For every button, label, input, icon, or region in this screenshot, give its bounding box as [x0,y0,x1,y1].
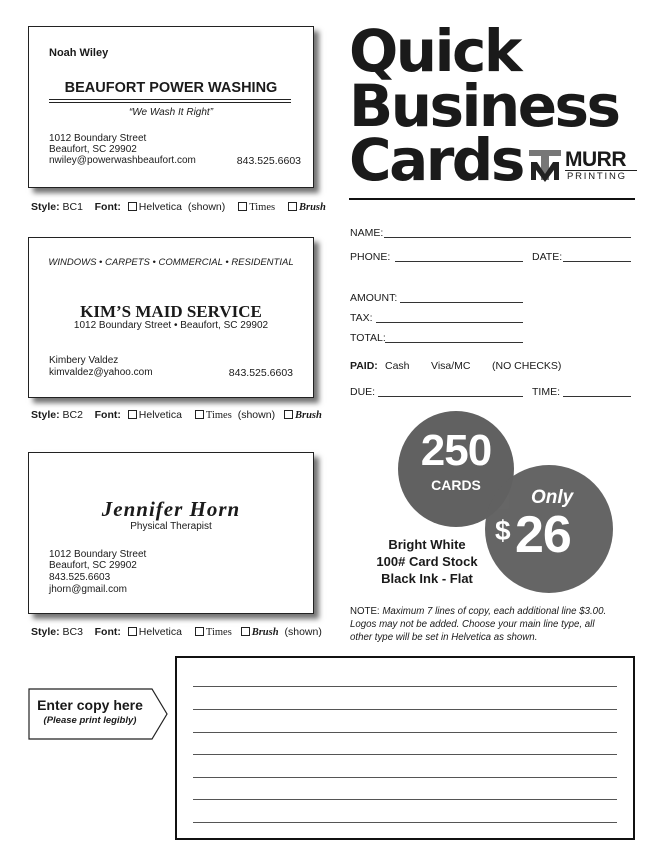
shown-note: (shown) [284,626,322,638]
style-code: BC2 [62,409,83,421]
note-label: NOTE: [350,606,380,617]
murr-logo [527,148,637,184]
header-rule [349,198,635,200]
no-checks-note: (NO CHECKS) [492,360,562,372]
total-label: TOTAL: [350,332,386,344]
brush-checkbox[interactable] [241,627,250,636]
style-label: Style: [31,201,60,213]
note-line-2: Logos may not be added. Choose your main line type, all [350,619,595,630]
card3-address1: 1012 Boundary Street [49,549,147,560]
brush-option: Brush [299,202,326,213]
copy-line-6[interactable] [193,799,617,800]
title-cards: Cards [349,126,523,194]
helvetica-option: Helvetica [138,626,182,638]
times-option: Times [205,410,232,421]
card2-email: kimvaldez@yahoo.com [49,367,153,378]
helvetica-checkbox[interactable] [128,627,137,636]
helvetica-option: Helvetica [138,409,182,421]
note-line-3: other type will be set in Helvetica as shown. [350,632,538,643]
card1-phone: 843.525.6603 [236,155,301,167]
style-code: BC1 [62,201,83,213]
brush-option: Brush [295,410,322,421]
card3-address2: Beaufort, SC 29902 [49,560,137,571]
card1-slogan: “We Wash It Right” [128,107,214,118]
style-label: Style: [31,626,60,638]
price-only: Only [531,487,574,508]
shown-note: (shown) [187,201,226,213]
title-quick: Quick [349,17,520,85]
quantity-unit: CARDS [431,477,481,493]
card1-company: BEAUFORT POWER WASHING [64,80,278,96]
price-dollar: $ [495,515,511,546]
brush-checkbox[interactable] [284,410,293,419]
murr-logo-icon [527,148,563,182]
copy-line-7[interactable] [193,822,617,823]
card1-address2: Beaufort, SC 29902 [49,144,137,155]
tax-field[interactable] [376,322,523,323]
times-checkbox[interactable] [195,627,204,636]
paid-label: PAID: [350,360,378,372]
enter-copy-subtitle: (Please print legibly) [43,715,137,726]
date-field[interactable] [563,261,631,262]
copy-line-3[interactable] [193,732,617,733]
card1-address1: 1012 Boundary Street [49,133,147,144]
font-label: Font: [94,409,121,421]
total-field[interactable] [385,342,523,343]
business-card-bc3 [28,452,314,614]
card3-name: Jennifer Horn [101,497,241,521]
paid-cash-option[interactable]: Cash [385,360,410,372]
spec-line-3: Black Ink - Flat [381,571,473,586]
card3-title: Physical Therapist [130,521,212,532]
copy-line-5[interactable] [193,777,617,778]
date-label: DATE: [532,251,563,263]
arrow-callout-icon [28,688,168,740]
amount-label: AMOUNT: [350,292,398,304]
brush-option: Brush [251,627,279,638]
spec-line-2: 100# Card Stock [376,554,478,569]
helvetica-checkbox[interactable] [128,410,137,419]
tax-label: TAX: [350,312,373,324]
copy-line-4[interactable] [193,754,617,755]
brush-checkbox[interactable] [288,202,297,211]
phone-field[interactable] [395,261,523,262]
paid-visa-option[interactable]: Visa/MC [431,360,471,372]
times-checkbox[interactable] [238,202,247,211]
copy-line-1[interactable] [193,686,617,687]
times-option: Times [249,202,276,213]
price-amount: 26 [515,506,571,564]
enter-copy-callout [28,688,168,740]
phone-label: PHONE: [350,251,391,263]
note-text [350,605,640,644]
card2-name: Kimbery Valdez [49,355,119,366]
quantity-number: 250 [420,426,492,475]
title-business: Business [349,72,619,140]
style-code: BC3 [62,626,83,638]
card2-tagline: WINDOWS • CARPETS • COMMERCIAL • RESIDENTIAL [48,257,294,268]
murr-logo-rule [565,170,637,171]
card1-divider [49,99,291,103]
font-label: Font: [94,626,121,638]
style-line-bc2 [31,409,322,421]
style-line-bc3 [31,626,322,638]
circle-overlap [485,465,515,495]
time-field[interactable] [563,396,631,397]
card3-email: jhorn@gmail.com [49,584,127,595]
enter-copy-title: Enter copy here [37,697,143,713]
style-line-bc1 [31,201,326,213]
business-card-bc1 [28,26,314,188]
murr-logo-sub: PRINTING [567,171,627,182]
note-line-1: Maximum 7 lines of copy, each additional line $3.00. [382,606,607,617]
copy-line-2[interactable] [193,709,617,710]
card1-name: Noah Wiley [49,47,109,59]
times-checkbox[interactable] [195,410,204,419]
style-label: Style: [31,409,60,421]
card1-email: nwiley@powerwashbeaufort.com [49,155,196,166]
card2-phone: 843.525.6603 [228,367,293,379]
murr-logo-name: MURR [565,148,626,171]
card3-phone: 843.525.6603 [49,572,111,583]
amount-field[interactable] [400,302,523,303]
helvetica-checkbox[interactable] [128,202,137,211]
card2-company: KIM’S MAID SERVICE [80,302,262,321]
time-label: TIME: [532,386,560,398]
business-card-bc2 [28,237,314,398]
times-option: Times [205,627,232,638]
helvetica-option: Helvetica [138,201,182,213]
name-label: NAME: [350,227,384,239]
due-field[interactable] [378,396,523,397]
due-label: DUE: [350,386,376,398]
shown-note: (shown) [237,409,276,421]
copy-entry-box[interactable] [175,656,635,840]
spec-line-1: Bright White [388,537,466,552]
card2-address: 1012 Boundary Street • Beaufort, SC 29902 [73,320,269,331]
name-field[interactable] [384,237,631,238]
font-label: Font: [94,201,121,213]
